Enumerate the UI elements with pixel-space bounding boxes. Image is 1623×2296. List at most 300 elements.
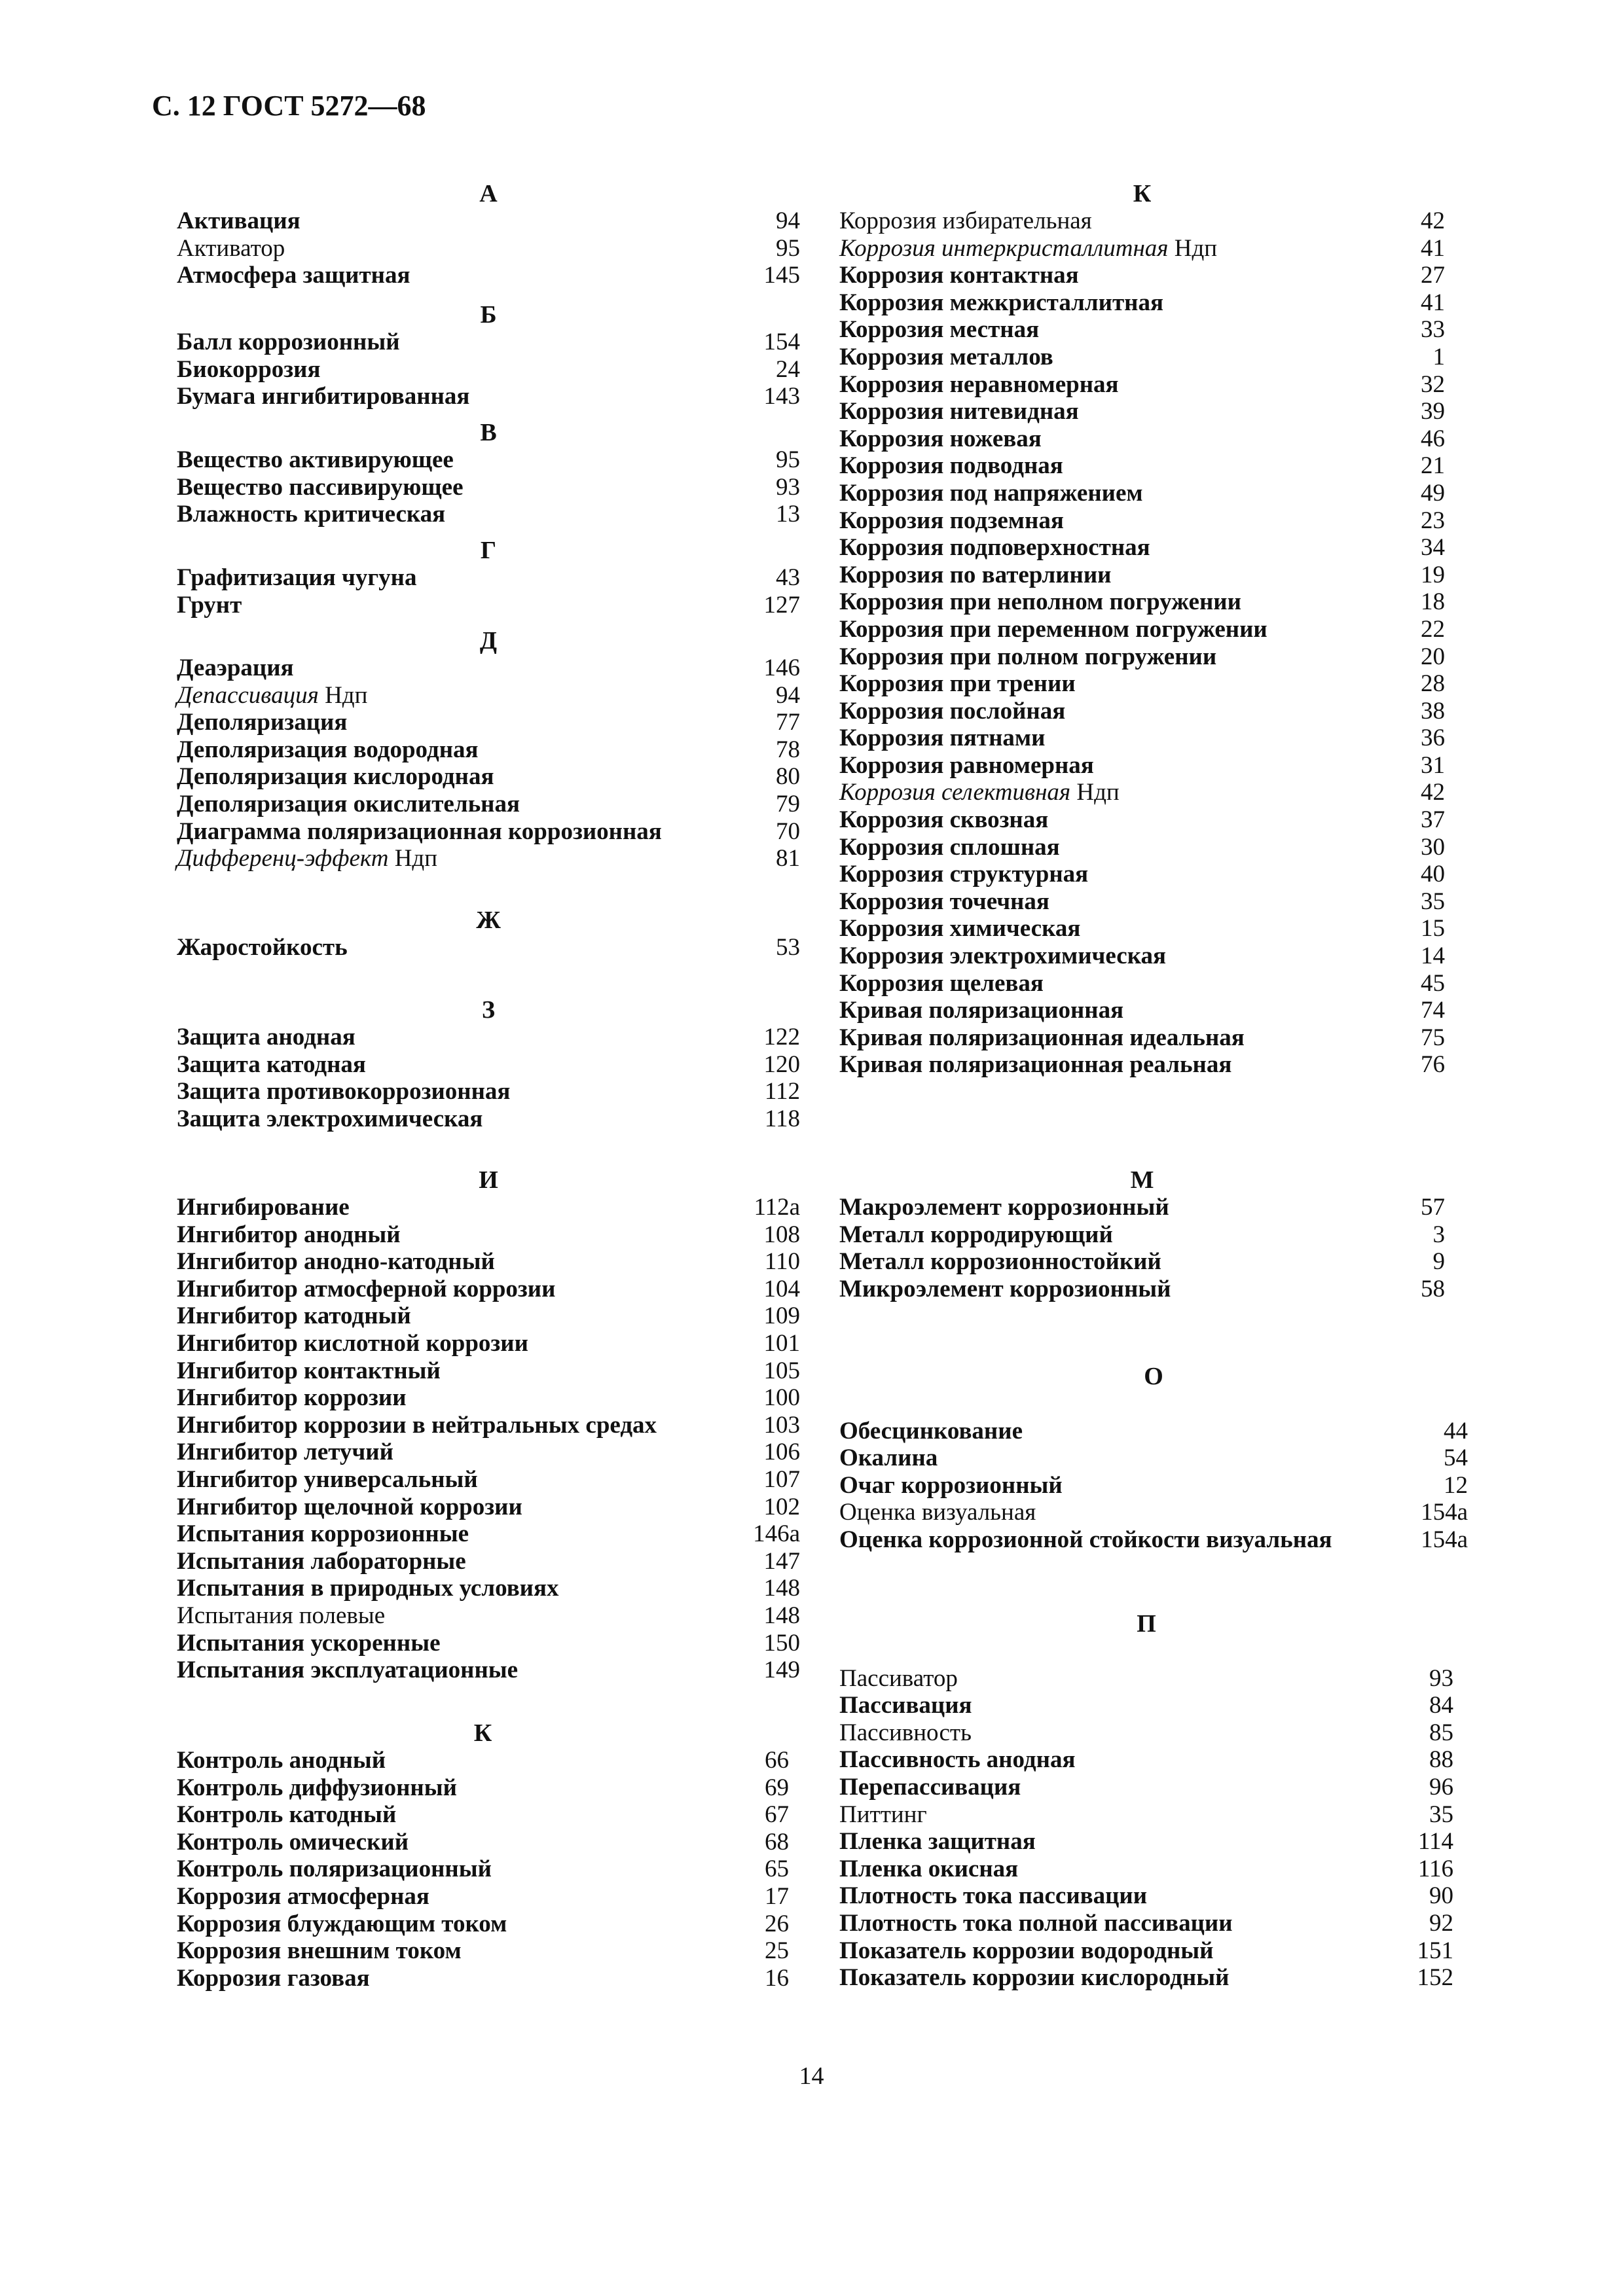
entry-page-number: 57 xyxy=(1421,1194,1445,1221)
entry-page-number: 81 xyxy=(776,845,800,872)
entry-term xyxy=(177,1105,483,1133)
index-entry xyxy=(177,474,800,501)
section-letter: Б xyxy=(480,301,497,329)
entry-term-text: Защита электрохимическая xyxy=(177,1105,483,1132)
entry-term xyxy=(177,818,662,846)
entry-page-number: 151 xyxy=(1417,1937,1453,1964)
entry-term-text: Коррозия при переменном погружении xyxy=(839,615,1267,643)
section-letter: И xyxy=(479,1166,498,1194)
index-entry xyxy=(839,1276,1445,1303)
entry-term-text: Деаэрация xyxy=(177,655,294,681)
section-letter: П xyxy=(1137,1610,1156,1638)
entry-term xyxy=(839,1499,1036,1526)
entry-term xyxy=(177,1548,466,1575)
entry-term-text: Контроль поляризационный xyxy=(177,1856,492,1883)
index-entry xyxy=(839,371,1445,399)
entry-page-number: 53 xyxy=(776,934,800,961)
entry-page-number: 76 xyxy=(1421,1051,1445,1079)
entry-page-number: 14 xyxy=(1421,942,1445,970)
entry-term-text: Вещество активирующее xyxy=(177,446,454,473)
index-entry xyxy=(839,1665,1453,1693)
entry-term xyxy=(177,1221,401,1249)
index-entry xyxy=(839,1774,1453,1801)
entry-page-number: 15 xyxy=(1421,915,1445,942)
index-entry xyxy=(839,670,1445,698)
index-entry xyxy=(177,1575,800,1602)
entry-term xyxy=(839,344,1053,371)
entry-term xyxy=(839,1665,958,1693)
entry-term xyxy=(177,1937,462,1965)
entry-page-number: 95 xyxy=(776,234,800,262)
entry-page-number: 101 xyxy=(763,1329,800,1357)
entry-term xyxy=(177,1357,441,1385)
page-number: 14 xyxy=(799,2062,824,2090)
entry-page-number: 114 xyxy=(1417,1828,1453,1856)
entry-term-text: Защита анодная xyxy=(177,1024,356,1050)
index-entry xyxy=(839,480,1445,507)
index-entry xyxy=(839,425,1445,453)
entry-term xyxy=(177,845,437,872)
index-entry xyxy=(177,1548,800,1575)
entry-term xyxy=(839,1856,1018,1883)
entry-term xyxy=(839,1024,1245,1052)
entry-term xyxy=(839,1051,1231,1079)
section-letter: З xyxy=(481,996,496,1024)
entry-term-text: Коррозия подводная xyxy=(839,452,1063,480)
index-entry xyxy=(839,562,1445,589)
entry-term xyxy=(177,356,320,384)
entry-term xyxy=(177,564,416,592)
entry-term-text: Коррозия структурная xyxy=(839,861,1089,888)
index-entry xyxy=(839,643,1445,671)
entry-term xyxy=(839,670,1076,698)
entry-page-number: 112 xyxy=(764,1078,800,1105)
entry-page-number: 104 xyxy=(763,1275,800,1302)
entry-term-text: Показатель коррозии водородный xyxy=(839,1937,1214,1964)
index-entry xyxy=(177,1248,800,1276)
entry-term-text: Активатор xyxy=(177,234,285,262)
entry-term xyxy=(177,383,469,410)
entry-term-text: Коррозия химическая xyxy=(839,915,1081,942)
entry-term xyxy=(177,1801,396,1829)
index-entry xyxy=(839,1051,1445,1079)
entry-term xyxy=(177,1466,478,1494)
entry-term xyxy=(177,1910,507,1938)
entry-term-text: Перепассивация xyxy=(839,1773,1021,1801)
index-entry xyxy=(177,1602,800,1630)
entry-page-number: 79 xyxy=(776,790,800,817)
entry-page-number: 28 xyxy=(1421,670,1445,698)
entry-term-text: Вещество пассивирующее xyxy=(177,473,464,501)
entry-term-text: Плотность тока пассивации xyxy=(839,1882,1148,1910)
entry-term xyxy=(177,1248,495,1276)
section-letter: К xyxy=(473,1719,492,1747)
index-entry xyxy=(839,1692,1453,1719)
index-entry xyxy=(177,1105,800,1133)
entry-term-text: Влажность критическая xyxy=(177,501,446,528)
index-entry xyxy=(177,1520,800,1548)
entry-term-text: Кривая поляризационная идеальная xyxy=(839,1024,1245,1051)
entry-page-number: 96 xyxy=(1429,1773,1453,1801)
index-entry xyxy=(839,1526,1468,1554)
entry-page-number: 35 xyxy=(1429,1801,1453,1828)
index-section-b xyxy=(177,301,800,410)
index-entry xyxy=(177,845,800,872)
index-section-p xyxy=(839,1610,1453,1992)
index-section-a xyxy=(177,180,800,289)
entry-page-number: 112а xyxy=(754,1194,800,1221)
entry-term xyxy=(177,446,454,474)
entry-term xyxy=(177,1520,469,1548)
entry-page-number: 23 xyxy=(1421,507,1445,534)
entry-term xyxy=(177,1078,510,1105)
entry-term xyxy=(839,1526,1332,1554)
entry-page-number: 92 xyxy=(1429,1909,1453,1937)
index-entry xyxy=(839,1719,1453,1747)
entry-term xyxy=(177,682,367,709)
entry-term xyxy=(177,736,479,764)
entry-term-text: Коррозия при полном погружении xyxy=(839,643,1217,670)
index-entry xyxy=(177,1910,789,1938)
entry-page-number: 30 xyxy=(1421,833,1445,861)
entry-page-number: 27 xyxy=(1421,262,1445,289)
entry-term xyxy=(177,1747,386,1774)
entry-page-number: 17 xyxy=(765,1882,789,1910)
section-letter: О xyxy=(1144,1363,1163,1390)
index-section-d xyxy=(177,627,800,872)
index-entry xyxy=(839,616,1445,643)
section-letter: Д xyxy=(479,627,498,655)
entry-page-number: 93 xyxy=(1429,1664,1453,1692)
entry-page-number: 77 xyxy=(776,709,800,736)
entry-page-number: 120 xyxy=(763,1050,800,1078)
entry-term-text: Коррозия равномерная xyxy=(839,751,1094,779)
entry-term-text: Защита противокоррозионная xyxy=(177,1078,511,1105)
index-entry xyxy=(177,235,800,262)
entry-page-number: 108 xyxy=(763,1221,800,1248)
index-entry xyxy=(839,779,1445,806)
entry-term xyxy=(839,1194,1169,1221)
entry-page-number: 41 xyxy=(1421,234,1445,262)
entry-term-text: Коррозия атмосферная xyxy=(177,1882,429,1910)
entry-page-number: 66 xyxy=(765,1747,789,1774)
entry-term-text: Ингибитор коррозии xyxy=(177,1384,407,1412)
index-entry xyxy=(177,383,800,410)
entry-term xyxy=(839,398,1079,425)
index-entry xyxy=(177,207,800,235)
index-entry xyxy=(177,1630,800,1657)
entry-term-text: Испытания лабораторные xyxy=(177,1547,466,1575)
section-letter: М xyxy=(1130,1166,1154,1194)
entry-page-number: 85 xyxy=(1429,1719,1453,1746)
entry-term-text: Деполяризация xyxy=(177,709,348,736)
entry-page-number: 16 xyxy=(765,1964,789,1992)
entry-term-text: Ингибитор кислотной коррозии xyxy=(177,1329,528,1357)
entry-page-number: 118 xyxy=(764,1105,800,1132)
entry-term xyxy=(177,1494,522,1521)
entry-page-number: 116 xyxy=(1417,1855,1453,1882)
entry-term-text: Контроль катодный xyxy=(177,1801,397,1829)
entry-term-text: Бумага ингибитированная xyxy=(177,383,470,410)
section-letter: К xyxy=(1133,180,1152,207)
index-entry xyxy=(839,888,1445,916)
entry-page-number: 9 xyxy=(1432,1248,1445,1276)
entry-term xyxy=(177,1829,409,1856)
entry-term-text: Защита катодная xyxy=(177,1050,366,1078)
entry-term-text: Испытания ускоренные xyxy=(177,1629,441,1657)
entry-term-text: Испытания полевые xyxy=(177,1602,386,1629)
entry-term-text: Ингибитор летучий xyxy=(177,1439,393,1466)
entry-term-text: Коррозия при неполном погружении xyxy=(839,588,1241,616)
entry-page-number: 109 xyxy=(763,1302,800,1330)
entry-term-text: Кривая поляризационная xyxy=(839,997,1124,1024)
entry-term-text: Ингибитор контактный xyxy=(177,1357,441,1384)
entry-term-text: Коррозия интеркристаллитная xyxy=(839,234,1169,262)
entry-term-text: Коррозия послойная xyxy=(839,697,1066,725)
index-entry xyxy=(177,1078,800,1105)
index-entry xyxy=(839,806,1445,834)
entry-term-text: Коррозия нитевидная xyxy=(839,398,1079,425)
entry-term xyxy=(839,698,1065,725)
index-entry xyxy=(177,1466,800,1494)
index-entry xyxy=(177,655,800,682)
entry-term xyxy=(839,562,1111,589)
entry-term xyxy=(177,329,400,356)
index-entry xyxy=(839,1746,1453,1774)
entry-term xyxy=(839,1276,1171,1303)
entry-page-number: 67 xyxy=(765,1801,789,1829)
entry-term-note: Ндп xyxy=(1168,234,1218,262)
entry-page-number: 154а xyxy=(1421,1526,1468,1553)
index-entry xyxy=(177,1829,789,1856)
index-entry xyxy=(177,329,800,356)
entry-term-text: Коррозия по ватерлинии xyxy=(839,561,1112,588)
entry-term-text: Ингибитор щелочной коррозии xyxy=(177,1493,522,1520)
entry-term xyxy=(839,1719,972,1747)
entry-page-number: 147 xyxy=(763,1547,800,1575)
entry-term xyxy=(839,480,1143,507)
index-entry xyxy=(839,235,1445,262)
index-entry xyxy=(839,752,1445,780)
index-entry xyxy=(839,344,1445,371)
index-entry xyxy=(839,1499,1468,1526)
index-section-v xyxy=(177,419,800,528)
entry-page-number: 127 xyxy=(763,591,800,619)
entry-term xyxy=(839,425,1042,453)
entry-term-text: Коррозия блуждающим током xyxy=(177,1910,507,1937)
entry-page-number: 106 xyxy=(763,1439,800,1466)
section-letter: В xyxy=(480,419,497,446)
entry-term-text: Испытания эксплуатационные xyxy=(177,1657,519,1684)
index-entry xyxy=(839,1390,1468,1418)
entry-term xyxy=(839,588,1241,616)
index-entry xyxy=(839,1418,1468,1445)
index-entry xyxy=(839,398,1445,425)
index-entry xyxy=(177,1024,800,1051)
entry-term-text: Активация xyxy=(177,207,301,234)
entry-page-number: 146 xyxy=(763,655,800,681)
entry-term-text: Коррозия сквозная xyxy=(839,806,1049,834)
entry-term xyxy=(177,1384,407,1412)
entry-page-number: 39 xyxy=(1421,398,1445,425)
entry-page-number: 149 xyxy=(763,1657,800,1684)
section-letter: Г xyxy=(480,537,497,564)
entry-term-text: Пассивность анодная xyxy=(839,1746,1076,1774)
entry-term-text: Ингибитор коррозии в нейтральных средах xyxy=(177,1411,657,1439)
entry-page-number: 40 xyxy=(1421,861,1445,888)
entry-page-number: 145 xyxy=(763,262,800,289)
index-section-k2 xyxy=(839,180,1445,1079)
entry-term-text: Коррозия при трении xyxy=(839,670,1076,698)
index-entry xyxy=(177,1412,800,1439)
index-entry xyxy=(177,1051,800,1079)
index-entry xyxy=(177,791,800,818)
entry-term xyxy=(177,207,301,235)
index-entry xyxy=(177,1439,800,1466)
entry-term xyxy=(177,1302,411,1330)
entry-term xyxy=(177,474,464,501)
index-entry xyxy=(177,1302,800,1330)
entry-term-text: Коррозия сплошная xyxy=(839,833,1060,861)
index-entry xyxy=(839,1801,1453,1829)
entry-term-text: Коррозия межкристаллитная xyxy=(839,289,1163,316)
entry-term-text: Коррозия избирательная xyxy=(839,207,1092,234)
entry-term xyxy=(177,1883,429,1910)
section-letter: А xyxy=(479,180,498,207)
index-entry xyxy=(177,1801,789,1829)
entry-term-text: Пленка защитная xyxy=(839,1828,1036,1856)
index-entry xyxy=(839,997,1445,1024)
entry-page-number: 22 xyxy=(1421,615,1445,643)
entry-page-number: 42 xyxy=(1421,779,1445,806)
index-entry xyxy=(177,1276,800,1303)
entry-page-number: 3 xyxy=(1432,1221,1445,1248)
entry-term-text: Коррозия неравномерная xyxy=(839,370,1119,398)
entry-page-number: 13 xyxy=(776,501,800,528)
entry-page-number: 69 xyxy=(765,1774,789,1801)
entry-term-text: Дифференц-эффект xyxy=(177,845,389,872)
entry-page-number: 148 xyxy=(763,1575,800,1602)
entry-term-text: Ингибитор атмосферной коррозии xyxy=(177,1275,556,1302)
entry-term-text: Испытания в природных условиях xyxy=(177,1575,559,1602)
entry-term-text: Оценка визуальная xyxy=(839,1499,1036,1526)
index-entry xyxy=(839,289,1445,317)
entry-term-note: Ндп xyxy=(388,845,438,872)
entry-page-number: 74 xyxy=(1421,997,1445,1024)
index-entry xyxy=(839,1882,1453,1910)
index-entry xyxy=(177,1357,800,1385)
entry-term-text: Микроэлемент коррозионный xyxy=(839,1275,1171,1302)
entry-term xyxy=(177,1965,370,1992)
entry-page-number: 84 xyxy=(1429,1692,1453,1719)
index-section-zh xyxy=(177,906,800,961)
index-entry xyxy=(839,1638,1453,1665)
entry-term xyxy=(177,1276,555,1303)
entry-term xyxy=(177,934,348,961)
entry-term-text: Очаг коррозионный xyxy=(839,1471,1063,1499)
entry-term xyxy=(839,725,1045,752)
index-entry xyxy=(177,1883,789,1910)
entry-page-number: 88 xyxy=(1429,1746,1453,1774)
index-entry xyxy=(177,356,800,384)
entry-term-text: Деполяризация водородная xyxy=(177,736,479,763)
entry-page-number: 35 xyxy=(1421,888,1445,915)
entry-term-text: Коррозия металлов xyxy=(839,343,1053,370)
section-letter: Ж xyxy=(476,906,501,934)
entry-page-number: 65 xyxy=(765,1856,789,1883)
index-entry xyxy=(177,682,800,709)
entry-term-text: Кривая поляризационная реальная xyxy=(839,1051,1232,1079)
index-entry xyxy=(839,915,1445,942)
index-entry xyxy=(177,1384,800,1412)
entry-term xyxy=(839,507,1064,535)
entry-page-number: 154а xyxy=(1421,1499,1468,1526)
index-entry xyxy=(177,1194,800,1221)
entry-term xyxy=(177,1439,393,1466)
entry-page-number: 43 xyxy=(776,564,800,591)
entry-term-text: Коррозия под напряжением xyxy=(839,479,1143,507)
entry-term xyxy=(177,262,410,289)
entry-page-number: 19 xyxy=(1421,561,1445,588)
entry-term xyxy=(177,592,242,619)
entry-term-text: Ингибитор универсальный xyxy=(177,1465,478,1493)
entry-term xyxy=(839,643,1216,671)
entry-term xyxy=(839,1221,1113,1249)
entry-page-number: 146а xyxy=(753,1520,800,1548)
entry-page-number: 100 xyxy=(763,1384,800,1412)
entry-page-number: 41 xyxy=(1421,289,1445,316)
entry-term-text: Ингибирование xyxy=(177,1194,350,1221)
index-entry xyxy=(839,1248,1445,1276)
entry-page-number: 34 xyxy=(1421,534,1445,562)
index-entry xyxy=(839,834,1445,861)
entry-term-text: Плотность тока полной пассивации xyxy=(839,1909,1233,1937)
entry-term xyxy=(839,371,1119,399)
index-entry xyxy=(839,452,1445,480)
entry-page-number: 93 xyxy=(776,473,800,501)
entry-page-number: 49 xyxy=(1421,479,1445,507)
entry-term xyxy=(839,1418,1023,1445)
entry-term-text: Биокоррозия xyxy=(177,355,321,383)
entry-term-text: Коррозия местная xyxy=(839,316,1040,344)
entry-term-text: Контроль анодный xyxy=(177,1747,386,1774)
index-entry xyxy=(839,698,1445,725)
entry-page-number: 110 xyxy=(764,1248,800,1276)
entry-term xyxy=(839,316,1039,344)
page-header: С. 12 ГОСТ 5272—68 xyxy=(152,90,426,122)
index-entry xyxy=(839,1194,1445,1221)
entry-term-text: Контроль диффузионный xyxy=(177,1774,457,1801)
index-entry xyxy=(839,861,1445,888)
entry-term xyxy=(839,1828,1036,1856)
entry-term xyxy=(839,1882,1147,1910)
entry-term-note: Ндп xyxy=(1070,779,1120,806)
index-entry xyxy=(839,1472,1468,1499)
entry-page-number: 95 xyxy=(776,446,800,473)
entry-term-text: Пассиватор xyxy=(839,1664,958,1692)
entry-term-text: Депассивация xyxy=(177,681,319,709)
index-entry xyxy=(177,818,800,846)
index-entry xyxy=(839,725,1445,752)
entry-page-number: 20 xyxy=(1421,643,1445,670)
entry-term xyxy=(839,1248,1161,1276)
entry-term xyxy=(177,235,285,262)
index-entry xyxy=(839,588,1445,616)
entry-term-text: Пассивность xyxy=(839,1719,972,1746)
entry-term xyxy=(839,1746,1075,1774)
entry-page-number: 12 xyxy=(1444,1471,1468,1499)
entry-term xyxy=(177,1774,457,1802)
